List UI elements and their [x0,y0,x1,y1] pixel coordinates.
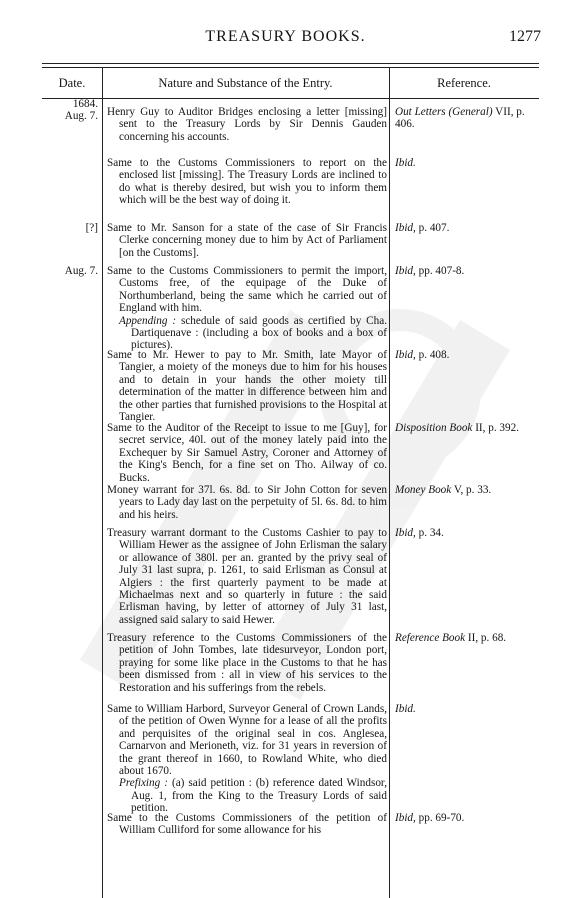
entry-body: Treasury reference to the Customs Commissioners of the petition of John Tombes, late tidesurveyor, London port, praying for some like place in the Customs to that he has been dismissed from : all in view of his services to the Restoration and his sufferings from the rebels. [107,632,387,694]
entry-text [107,106,387,143]
top-rule [42,63,539,64]
entry-body: Money warrant for 37l. 6s. 8d. to Sir John Cotton for seven years to Lady day last on the perpetuity of 5l. 6s. 8d. to him and his heirs. [107,484,387,521]
entry-reference [395,222,545,234]
reference-source: Ibid, [395,527,416,539]
entry-text [107,632,387,694]
entry-appendix [119,315,387,352]
reference-location: p. 408. [415,349,450,361]
reference-location: pp. 407-8. [415,265,465,277]
entry-body: Same to the Customs Commissioners to report on the enclosed list [missing]. The Treasury Lords are inclined to do what is thereby desired, but wish you to inform them which will be the best way of doing it. [107,157,387,207]
page-number: 1277 [509,28,541,45]
entry-reference [395,527,545,539]
entry-date-text: Aug. 7. [64,110,98,123]
entry-reference [395,349,545,361]
reference-location: p. 407. [415,222,450,234]
entry-body: Same to Mr. Hewer to pay to Mr. Smith, late Mayor of Tangier, a moiety of the moneys due to him for his houses and to detain in your hands the other moiety till determination of the matter in difference between him and the other parties that furnished provisions to the Hospital at Tangier. [107,349,387,424]
entry-reference [395,106,545,131]
entry-text [107,527,387,626]
entry-reference [395,484,545,496]
reference-source: Out Letters (General) [395,106,493,118]
reference-source: Ibid, [395,812,416,824]
appendix-text: (a) said petition : (b) reference dated Windsor, Aug. 1, from the King to the Treasury Lords of said petition. [131,777,387,815]
appendix-label: Prefixing : [119,777,168,790]
reference-source: Ibid. [395,157,416,169]
entry-text [107,265,387,352]
entry-body: Henry Guy to Auditor Bridges enclosing a letter [missing] sent to the Treasury Lords by Sir Dennis Gauden concerning his accounts. [107,106,387,143]
reference-source: Ibid, [395,265,416,277]
reference-source: Disposition Book [395,422,473,434]
entry-reference [395,703,545,715]
appendix-label: Appending : [119,314,177,327]
entry-date [44,222,98,234]
entry-appendix [119,777,387,814]
entry-date-text: Aug. 7. [64,265,98,277]
column-header-nature: Nature and Substance of the Entry. [158,76,333,90]
entry-text [107,703,387,815]
entry-body: Same to William Harbord, Surveyor General of Crown Lands, of the petition of Owen Wynne for a lease of all the profits and perquisites of the original seal in cos. Anglesea, Carnarvon and Merioneth, viz. for 31 years in reversion of the grant thereof in 1660, to Rowland White, who died about 1670. [107,703,387,778]
entry-text [107,812,387,837]
entry-text [107,349,387,423]
entry-date [44,98,98,123]
header-bottom-rule [42,98,539,99]
entry-year: 1684. [72,98,98,110]
entry-body: Same to Mr. Sanson for a state of the case of Sir Francis Clerke concerning money due to him by Act of Parliament [on the Customs]. [107,222,387,259]
entry-reference [395,632,545,644]
reference-source: Ibid, [395,222,416,234]
entry-text [107,222,387,259]
reference-source: Ibid, [395,349,416,361]
appendix-text: schedule of said goods as certified by Cha. Dartiquenave : (including a box of books and a box of pictures). [131,314,387,352]
entry-body: Treasury warrant dormant to the Customs Cashier to pay to William Hewer as the assignee of John Erlisman the salary or allowance of 380l. per an. granted by the privy seal of July 31 last supra, p. 1261, to said Erlisman as Consul at Algiers : the first quarterly payment to be made at Michaelmas next and so quarterly in future : the said Erlisman having, by letter of attorney of July 31 last, assigned said salary to said Hewer. [107,527,387,626]
reference-location: V, p. 33. [451,484,492,496]
column-header-date: Date. [58,76,86,90]
entry-body: Same to the Customs Commissioners of the petition of William Culliford for some allowance for his [107,812,387,837]
entry-date-text: [?] [85,222,98,234]
entry-text [107,484,387,521]
entry-text [107,422,387,484]
reference-location: II, p. 68. [465,632,507,644]
column-header-reference: Reference. [437,76,491,90]
reference-source: Money Book [395,484,452,496]
top-rule-inner [42,67,539,68]
entry-reference [395,422,545,434]
entry-body: Same to the Customs Commissioners to permit the import, Customs free, of the equipage of the Duke of Northumberland, being the same which he carried out of England with him. [107,265,387,315]
running-title: TREASURY BOOKS. [205,28,366,45]
column-divider [102,67,103,898]
reference-source: Ibid. [395,703,416,715]
reference-location: p. 34. [415,527,444,539]
entry-reference [395,265,545,277]
entry-text [107,157,387,207]
reference-location: VII, p. 406. [395,106,525,131]
reference-source: Reference Book [395,632,466,644]
column-divider [389,67,390,898]
entry-body: Same to the Auditor of the Receipt to issue to me [Guy], for secret service, 40l. out of the money lately paid into the Exchequer by Sir Samuel Astry, Coroner and Attorney of the King's Bench, for a fine set on Tho. Ailway of co. Bucks. [107,422,387,484]
entry-reference [395,812,545,824]
entry-reference [395,157,545,169]
entry-date [44,265,98,277]
reference-location: II, p. 392. [472,422,519,434]
reference-location: pp. 69-70. [415,812,465,824]
